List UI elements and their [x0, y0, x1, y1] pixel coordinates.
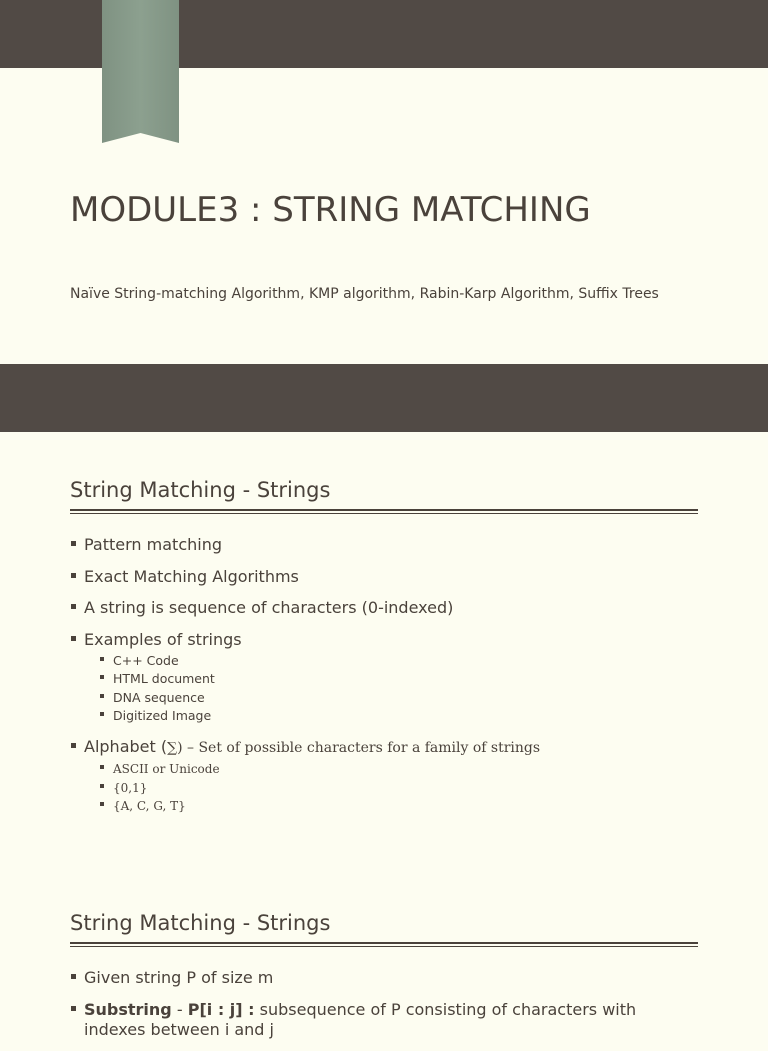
examples-sublist [100, 652, 710, 726]
sub-bullet-item: Digitized Image [100, 707, 710, 726]
bullet-item: A string is sequence of characters (0-indexed) [70, 598, 710, 618]
slide-subtitle: Naïve String-matching Algorithm, KMP algorithm, Rabin-Karp Algorithm, Suffix Trees [70, 286, 659, 302]
slide2-heading: String Matching - Strings [70, 478, 331, 502]
sub-bullet-item: HTML document [100, 670, 710, 689]
slide2-heading-rule [70, 509, 698, 514]
bullet-item: Pattern matching [70, 535, 710, 555]
slide2-bullet-list [70, 535, 710, 827]
slide-separator-band [0, 364, 768, 432]
substring-description: subsequence of P consisting of characters with indexes between i and j [84, 999, 637, 1039]
slide3-heading: String Matching - Strings [70, 911, 331, 935]
substring-term: Substring [84, 999, 172, 1019]
sub-bullet-item: DNA sequence [100, 689, 710, 708]
slide3-bullet-list [70, 968, 710, 1051]
bullet-item: Given string P of size m [70, 968, 710, 988]
alphabet-description: ) – Set of possible characters for a family of strings [177, 740, 541, 756]
bullet-item: Exact Matching Algorithms [70, 567, 710, 587]
bullet-item-substring [70, 1000, 674, 1040]
bookmark-ribbon [102, 0, 179, 143]
alphabet-label: Alphabet ( [84, 737, 168, 756]
sub-bullet-item: ASCII or Unicode [100, 760, 710, 779]
sigma-symbol: ∑ [167, 740, 178, 756]
substring-notation: P[i : j] : [187, 999, 255, 1019]
bullet-item-examples [70, 630, 710, 726]
bullet-item-alphabet [70, 737, 710, 816]
sub-bullet-item: {0,1} [100, 779, 710, 798]
substring-separator: - [171, 999, 188, 1019]
sub-bullet-item: {A, C, G, T} [100, 797, 710, 816]
alphabet-sublist [100, 760, 710, 816]
sub-bullet-item: C++ Code [100, 652, 710, 671]
bullet-text: Examples of strings [84, 629, 242, 649]
slide3-heading-rule [70, 942, 698, 947]
slide-title: MODULE3 : STRING MATCHING [70, 190, 591, 230]
